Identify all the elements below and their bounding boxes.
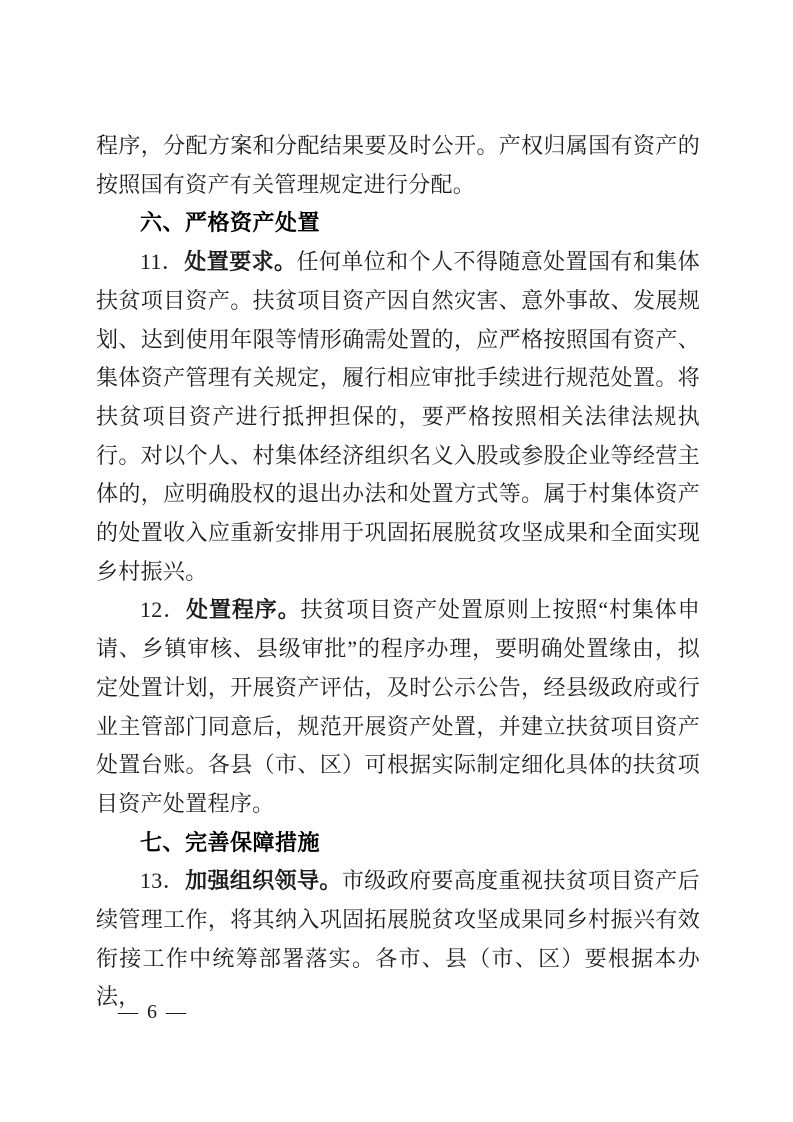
body-text: 程序，分配方案和分配结果要及时公开。产权归属国有资产的按照国有资产有关管理规定进行分配。 xyxy=(96,133,700,197)
emphasis-text: 处置程序。 xyxy=(186,597,301,623)
paragraph xyxy=(96,591,700,823)
emphasis-text: 六、严格资产处置 xyxy=(140,210,321,236)
body-text: 12． xyxy=(140,597,187,623)
emphasis-text: 处置要求。 xyxy=(184,249,297,275)
body-text: 13． xyxy=(140,868,186,894)
page-number: — 6 — xyxy=(118,1001,188,1023)
paragraph xyxy=(96,127,700,204)
section-heading xyxy=(96,824,700,863)
paragraph xyxy=(96,243,700,591)
body-text: 11． xyxy=(140,249,185,275)
emphasis-text: 加强组织领导。 xyxy=(185,868,342,894)
body-text: 市级政府要高度重视扶贫项目资产后续管理工作，将其纳入巩固拓展脱贫攻坚成果同乡村振兴有效衔接工作中统筹部署落实。各市、县（市、区）要根据本办法， xyxy=(96,868,700,1010)
document-text-content xyxy=(96,127,700,1017)
paragraph xyxy=(96,862,700,1017)
emphasis-text: 七、完善保障措施 xyxy=(140,829,321,855)
body-text: 任何单位和个人不得随意处置国有和集体扶贫项目资产。扶贫项目资产因自然灾害、意外事故、发展规划、达到使用年限等情形确需处置的，应严格按照国有资产、集体资产管理有关规定，履行相应审批手续进行规范处置。将扶贫项目资产进行抵押担保的，要严格按照相关法律法规执行。对以个人、村集体经济组织名义入股或参股企业等经营主体的，应明确股权的退出办法和处置方式等。属于村集体资产的处置收入应重新安排用于巩固拓展脱贫攻坚成果和全面实现乡村振兴。 xyxy=(96,249,700,584)
body-text: 扶贫项目资产处置原则上按照“村集体申请、乡镇审核、县级审批”的程序办理，要明确处置缘由，拟定处置计划，开展资产评估，及时公示公告，经县级政府或行业主管部门同意后，规范开展资产处置，并建立扶贫项目资产处置台账。各县（市、区）可根据实际制定细化具体的扶贫项目资产处置程序。 xyxy=(96,597,700,816)
section-heading xyxy=(96,204,700,243)
